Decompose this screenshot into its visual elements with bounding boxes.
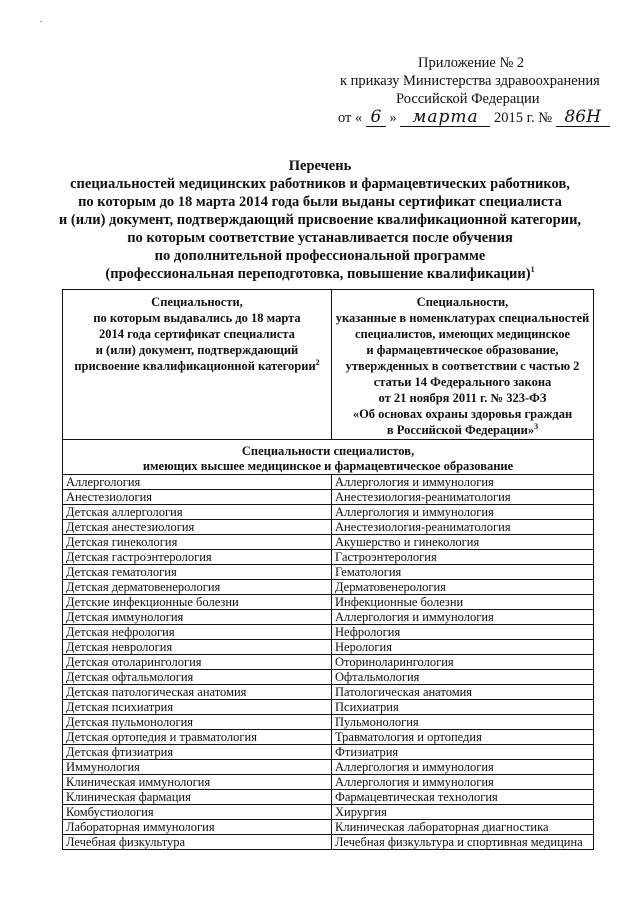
old-specialty: Клиническая иммунология — [63, 775, 332, 790]
old-specialty: Клиническая фармация — [63, 790, 332, 805]
header-left-line: 2014 года сертификат специалиста — [99, 327, 295, 341]
footnote-marker: 1 — [530, 265, 535, 275]
header-right-line: статьи 14 Федерального закона — [373, 375, 552, 389]
header-right-line: «Об основах охраны здоровья граждан — [352, 407, 573, 421]
date-mid: » — [389, 110, 397, 126]
old-specialty: Детская фтизиатрия — [63, 745, 332, 760]
new-specialty: Гастроэнтерология — [332, 550, 594, 565]
section-line: имеющих высшее медицинское и фармацевтическое образование — [142, 459, 514, 473]
table-row — [63, 730, 594, 745]
header-left — [63, 290, 332, 440]
new-specialty: Аллергология и иммунология — [332, 475, 594, 490]
date-year: 2015 г. № — [494, 110, 553, 126]
old-specialty: Иммунология — [63, 760, 332, 775]
footnote-marker: 3 — [534, 421, 539, 431]
new-specialty: Дерматовенерология — [332, 580, 594, 595]
table-row — [63, 760, 594, 775]
new-specialty: Лечебная физкультура и спортивная медицина — [332, 835, 594, 850]
table-row — [63, 535, 594, 550]
title-line: по которым соответствие устанавливается после обучения — [127, 230, 513, 246]
header-right-line: утвержденных в соответствии с частью 2 — [345, 359, 580, 373]
table-row — [63, 805, 594, 820]
old-specialty: Детская дерматовенерология — [63, 580, 332, 595]
new-specialty: Клиническая лабораторная диагностика — [332, 820, 594, 835]
old-specialty: Аллергология — [63, 475, 332, 490]
new-specialty: Хирургия — [332, 805, 594, 820]
section-heading — [63, 440, 594, 475]
footnote-marker: 2 — [315, 357, 320, 367]
old-specialty: Детская офтальмология — [63, 670, 332, 685]
title-line: и (или) документ, подтверждающий присвоение квалификационной категории, — [58, 212, 582, 228]
title-line: по которым до 18 марта 2014 года были выданы сертификат специалиста — [78, 194, 562, 210]
title-line: по дополнительной профессиональной программе — [154, 248, 486, 264]
old-specialty: Детская пульмонология — [63, 715, 332, 730]
table-row — [63, 820, 594, 835]
new-specialty: Гематология — [332, 565, 594, 580]
title-line: специальностей медицинских работников и фармацевтических работников, — [70, 176, 570, 192]
title-line-text: (профессиональная переподготовка, повышение квалификации) — [105, 266, 531, 282]
appendix-order-ref: к приказу Министерства здравоохранения — [340, 73, 600, 89]
table-row — [63, 640, 594, 655]
header-right-line: специалистов, имеющих медицинское — [354, 327, 571, 341]
table-row — [63, 685, 594, 700]
header-right-line: и фармацевтическое образование, — [366, 343, 559, 357]
new-specialty: Оториноларингология — [332, 655, 594, 670]
old-specialty: Детская анестезиология — [63, 520, 332, 535]
new-specialty: Патологическая анатомия — [332, 685, 594, 700]
header-right-text: в Российской Федерации» — [386, 423, 535, 437]
old-specialty: Детские инфекционные болезни — [63, 595, 332, 610]
old-specialty: Детская аллергология — [63, 505, 332, 520]
title-line: Перечень — [288, 158, 352, 174]
new-specialty: Нерология — [332, 640, 594, 655]
header-right-line: указанные в номенклатурах специальностей — [335, 311, 590, 325]
appendix-date-line — [330, 109, 610, 127]
old-specialty: Детская психиатрия — [63, 700, 332, 715]
new-specialty: Нефрология — [332, 625, 594, 640]
new-specialty: Акушерство и гинекология — [332, 535, 594, 550]
old-specialty: Лечебная физкультура — [63, 835, 332, 850]
header-left-line: Специальности, — [151, 295, 243, 309]
table-row — [63, 655, 594, 670]
new-specialty: Анестезиология-реаниматология — [332, 520, 594, 535]
new-specialty: Аллергология и иммунология — [332, 775, 594, 790]
table-header-row — [63, 290, 594, 440]
header-left-line: и (или) документ, подтверждающий — [95, 343, 299, 357]
table-row — [63, 670, 594, 685]
old-specialty: Детская гастроэнтерология — [63, 550, 332, 565]
table-row — [63, 505, 594, 520]
header-right-line — [335, 422, 590, 438]
table-row — [63, 625, 594, 640]
handwritten-day: 6 — [366, 109, 386, 127]
old-specialty: Детская гинекология — [63, 535, 332, 550]
new-specialty: Аллергология и иммунология — [332, 505, 594, 520]
new-specialty: Аллергология и иммунология — [332, 760, 594, 775]
header-right-line: от 21 ноября 2011 г. № 323-ФЗ — [378, 391, 547, 405]
table-body — [63, 440, 594, 850]
section-line: Специальности специалистов, — [241, 444, 415, 458]
new-specialty: Офтальмология — [332, 670, 594, 685]
old-specialty: Комбустиология — [63, 805, 332, 820]
title-line — [40, 265, 600, 283]
section-row — [63, 440, 594, 475]
table-row — [63, 550, 594, 565]
handwritten-month: марта — [400, 109, 490, 127]
specialties-table — [62, 289, 594, 850]
table-row — [63, 610, 594, 625]
new-specialty: Анестезиология-реаниматология — [332, 490, 594, 505]
old-specialty: Детская отоларингология — [63, 655, 332, 670]
old-specialty: Лабораторная иммунология — [63, 820, 332, 835]
appendix-country: Российской Федерации — [396, 91, 540, 107]
old-specialty: Детская ортопедия и травматология — [63, 730, 332, 745]
new-specialty: Пульмонология — [332, 715, 594, 730]
table-row — [63, 475, 594, 490]
old-specialty: Анестезиология — [63, 490, 332, 505]
new-specialty: Аллергология и иммунология — [332, 610, 594, 625]
table-row — [63, 700, 594, 715]
old-specialty: Детская неврология — [63, 640, 332, 655]
header-left-text: присвоение квалификационной категории — [74, 359, 316, 373]
table-row — [63, 595, 594, 610]
table-row — [63, 715, 594, 730]
scan-speck: . — [40, 14, 43, 24]
old-specialty: Детская иммунология — [63, 610, 332, 625]
header-right-line: Специальности, — [416, 295, 509, 309]
table-row — [63, 790, 594, 805]
appendix-number: Приложение № 2 — [418, 55, 525, 71]
table-row — [63, 520, 594, 535]
new-specialty: Фтизиатрия — [332, 745, 594, 760]
table-row — [63, 580, 594, 595]
new-specialty: Фармацевтическая технология — [332, 790, 594, 805]
old-specialty: Детская гематология — [63, 565, 332, 580]
header-left-line — [66, 358, 328, 374]
header-right — [332, 290, 594, 440]
table-row — [63, 835, 594, 850]
handwritten-order-number: 86Н — [556, 109, 610, 127]
header-left-line: по которым выдавались до 18 марта — [93, 311, 301, 325]
old-specialty: Детская нефрология — [63, 625, 332, 640]
document-title — [40, 157, 600, 283]
date-prefix: от « — [338, 110, 363, 126]
new-specialty: Травматология и ортопедия — [332, 730, 594, 745]
table-row — [63, 745, 594, 760]
new-specialty: Инфекционные болезни — [332, 595, 594, 610]
new-specialty: Психиатрия — [332, 700, 594, 715]
table-row — [63, 565, 594, 580]
old-specialty: Детская патологическая анатомия — [63, 685, 332, 700]
appendix-header — [330, 54, 610, 127]
table-row — [63, 490, 594, 505]
table-row — [63, 775, 594, 790]
